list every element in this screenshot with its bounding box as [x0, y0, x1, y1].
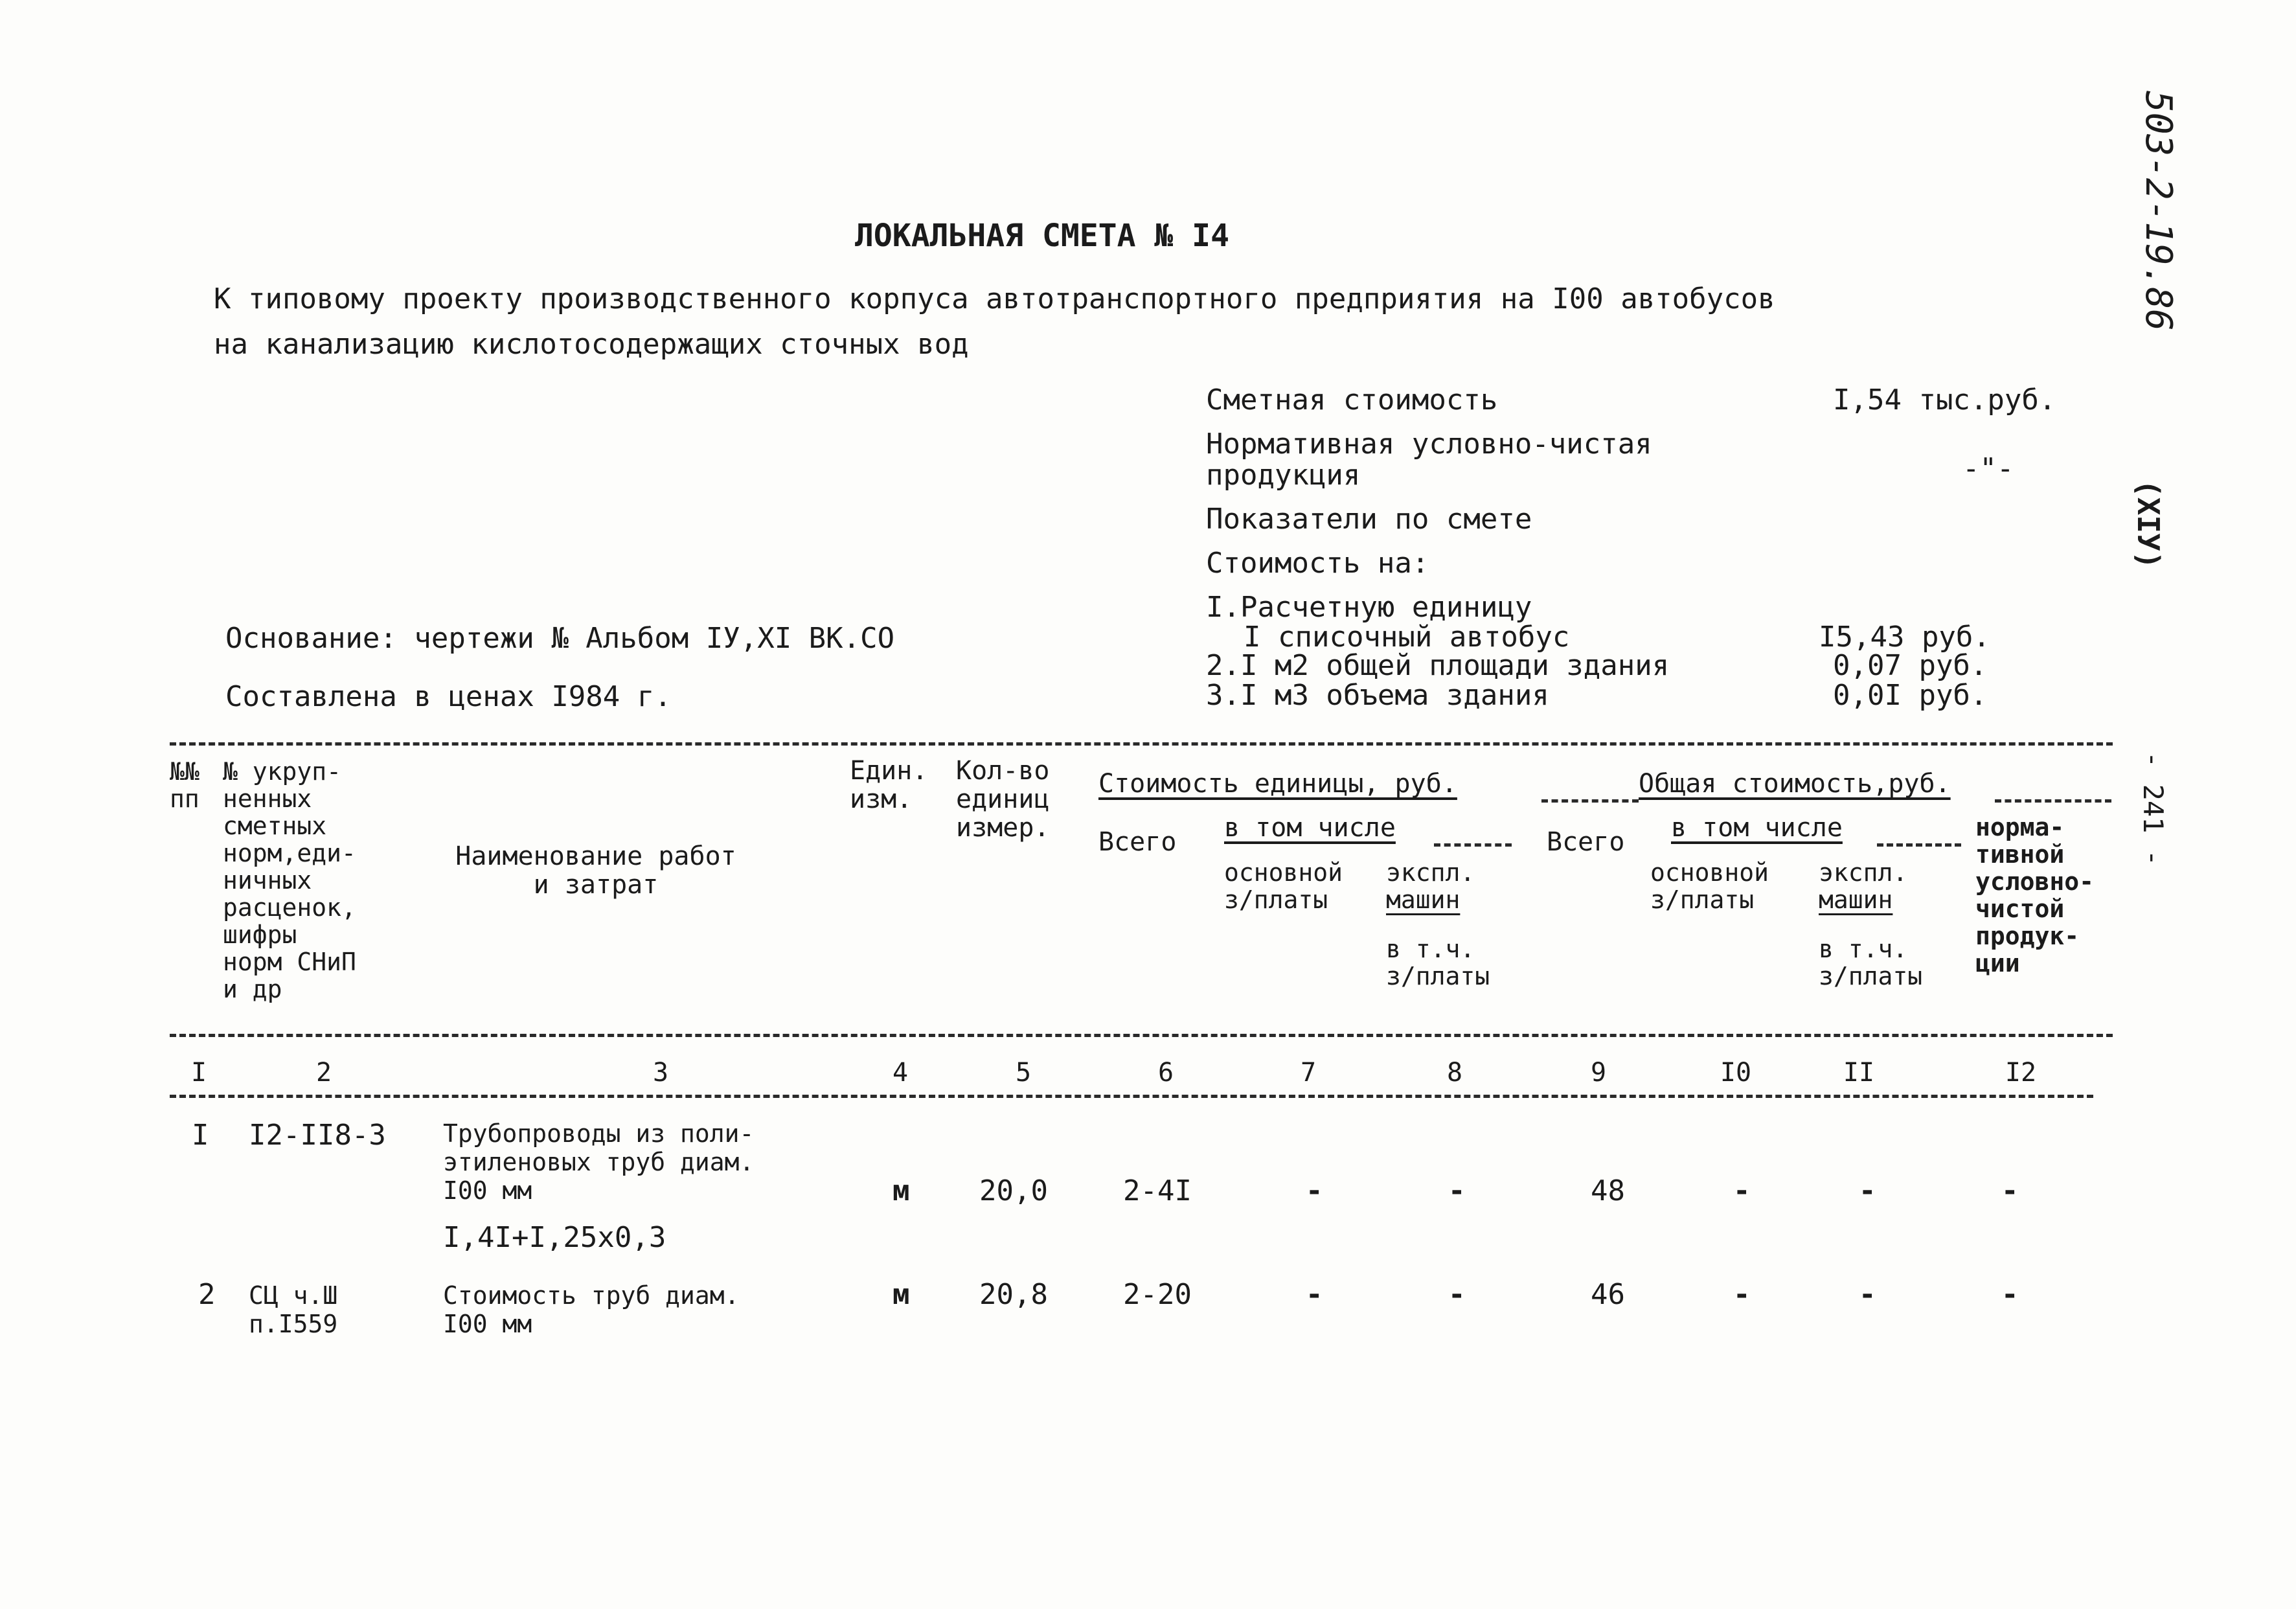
- col-number: 5: [1015, 1058, 1032, 1088]
- header-col-5: Кол-во единиц измер.: [956, 756, 1050, 843]
- row-1-col12: -: [2001, 1174, 2019, 1207]
- header-unit-machines-2: машин: [1386, 885, 1461, 914]
- header-unit-cost-rule: [1541, 799, 1639, 803]
- row-2-code: СЦ ч.Ш п.I559: [249, 1281, 338, 1338]
- summary-area-value: 0,07 руб.: [1833, 649, 1988, 682]
- header-unit-vsego: Всего: [1098, 827, 1177, 857]
- summary-norm-label-1: Нормативная условно-чистая: [1206, 428, 1652, 461]
- summary-unit-value: I5,43 руб.: [1819, 621, 1990, 654]
- row-2-col11: -: [1859, 1278, 1876, 1311]
- row-2-total: 46: [1591, 1278, 1625, 1311]
- row-2-qty: 20,8: [979, 1278, 1048, 1311]
- table-top-rule: [170, 742, 2113, 746]
- basis-line: Основание: чертежи № Альбом IУ,XI ВК.СО: [225, 622, 895, 655]
- header-total-in-total-rule: [1877, 843, 1961, 847]
- col-number: 8: [1446, 1058, 1463, 1088]
- header-total-vsego: Всего: [1547, 827, 1625, 857]
- summary-norm-label-2: продукция: [1206, 459, 1361, 492]
- subtitle-line-2: на канализацию кислотосодержащих сточных вод: [214, 328, 969, 361]
- row-1-col10: -: [1733, 1174, 1751, 1207]
- side-page-number: - 241 -: [2137, 751, 2169, 867]
- col-number: 4: [892, 1058, 909, 1088]
- col-number: I0: [1720, 1058, 1752, 1088]
- summary-indicators-label: Показатели по смете: [1206, 503, 1532, 536]
- summary-volume-label: 3.I м3 объема здания: [1206, 679, 1549, 712]
- header-total-machines-2: машин: [1819, 885, 1893, 914]
- row-1-qty: 20,0: [979, 1174, 1048, 1207]
- summary-unit-sub-label: I списочный автобус: [1244, 621, 1570, 654]
- col-number: 9: [1590, 1058, 1607, 1088]
- col-number-rule: [170, 1095, 2093, 1098]
- page-title: ЛОКАЛЬНАЯ СМЕТА № I4: [855, 218, 1229, 254]
- col-number: 3: [652, 1058, 669, 1088]
- summary-unit-label: I.Расчетную единицу: [1206, 591, 1532, 624]
- row-1-col8: -: [1448, 1174, 1466, 1207]
- row-1-unit: м: [892, 1174, 910, 1207]
- row-2-col10: -: [1733, 1278, 1751, 1311]
- summary-volume-value: 0,0I руб.: [1833, 679, 1988, 712]
- header-col-3: Наименование работ и затрат: [455, 841, 736, 900]
- subtitle-line-1: К типовому проекту производственного корпуса автотранспортного предприятия на I00 автобусов: [214, 282, 1775, 315]
- row-1-calc: I,4I+I,25x0,3: [443, 1221, 666, 1254]
- col-number: I2: [2005, 1058, 2037, 1088]
- header-unit-in-total-rule: [1434, 843, 1512, 847]
- row-1-col11: -: [1859, 1174, 1876, 1207]
- summary-cost-value: I,54 тыс.руб.: [1833, 383, 2056, 417]
- summary-norm-value: -"-: [1962, 452, 2014, 485]
- row-1-code: I2-II8-3: [249, 1119, 386, 1152]
- row-2-col12: -: [2001, 1278, 2019, 1311]
- row-1-name: Трубопроводы из поли- этиленовых труб диам. I00 мм: [443, 1119, 755, 1205]
- header-unit-base-salary: основной з/платы: [1224, 858, 1343, 914]
- row-2-unit-total: 2-20: [1123, 1278, 1192, 1311]
- col-number: 6: [1157, 1058, 1174, 1088]
- summary-cost-per-label: Стоимость на:: [1206, 547, 1429, 580]
- header-col-12: норма- тивной условно- чистой продук- ции: [1975, 813, 2095, 977]
- row-2-num: 2: [198, 1278, 216, 1311]
- header-unit-machines-1: экспл.: [1386, 858, 1475, 887]
- header-col-2: № укруп- ненных сметных норм,еди- ничных расценок, шифры норм СНиП и др: [223, 757, 356, 1003]
- col-number: 7: [1300, 1058, 1317, 1088]
- header-total-machines-salary: в т.ч. з/платы: [1819, 935, 1923, 990]
- row-2-col7: -: [1306, 1278, 1323, 1311]
- row-1-unit-total: 2-4I: [1123, 1174, 1192, 1207]
- header-unit-in-total: в том числе: [1224, 813, 1396, 843]
- row-1-total: 48: [1591, 1174, 1625, 1207]
- header-bottom-rule: [170, 1034, 2113, 1037]
- row-2-col8: -: [1448, 1278, 1466, 1311]
- header-col-4: Един. изм.: [850, 756, 928, 814]
- col-number: I: [190, 1058, 207, 1088]
- side-album-marker: (XIУ): [2131, 479, 2166, 569]
- row-2-name: Стоимость труб диам. I00 мм: [443, 1281, 740, 1338]
- summary-area-label: 2.I м2 общей площади здания: [1206, 649, 1670, 682]
- header-total-cost: Общая стоимость,руб.: [1639, 769, 1951, 799]
- header-col-1: №№ пп: [170, 757, 199, 813]
- col-number: 2: [315, 1058, 332, 1088]
- side-document-code: 503-2-19.86: [2137, 91, 2179, 331]
- header-total-base-salary: основной з/платы: [1650, 858, 1769, 914]
- row-2-unit: м: [892, 1278, 910, 1311]
- row-1-num: I: [192, 1119, 209, 1152]
- header-total-machines-1: экспл.: [1819, 858, 1908, 887]
- header-unit-machines-salary: в т.ч. з/платы: [1386, 935, 1490, 990]
- header-total-in-total: в том числе: [1671, 813, 1843, 843]
- header-unit-cost: Стоимость единицы, руб.: [1098, 769, 1457, 799]
- row-1-col7: -: [1306, 1174, 1323, 1207]
- summary-cost-label: Сметная стоимость: [1206, 383, 1498, 417]
- col-number: II: [1843, 1058, 1875, 1088]
- prices-line: Составлена в ценах I984 г.: [225, 680, 672, 713]
- header-total-cost-rule: [1995, 799, 2111, 803]
